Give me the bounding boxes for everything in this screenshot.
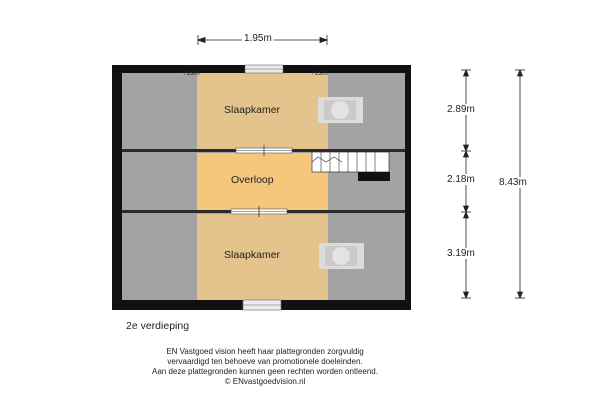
height-mark-right: +1500 [311,71,328,77]
dimension-bottom-room-depth: 3.19m [447,248,475,259]
disclaimer-line: vervaardigd ten behoeve van promotionele doeleinden. [167,357,363,366]
skylight-top [318,97,363,123]
window-bottom [243,300,281,310]
disclaimer-line: EN Vastgoed vision heeft haar plattegronden zorgvuldig [166,347,364,356]
dimension-top-room-depth: 2.89m [447,104,475,115]
floor-label: 2e verdieping [126,320,190,332]
dimension-total-depth: 8.43m [499,177,527,188]
window-top [245,65,283,73]
dimension-landing-depth: 2.18m [447,174,475,185]
disclaimer-line: © ENvastgoedvision.nl [224,377,306,386]
height-mark-left: +1500 [183,71,200,77]
disclaimer-line: Aan deze plattegronden kunnen geen rechten worden ontleend. [152,367,378,376]
dimension-width: 1.95m [244,33,272,44]
room-label-landing: Overloop [231,174,274,186]
room-label-bottom-bedroom: Slaapkamer [224,249,281,261]
room-label-top-bedroom: Slaapkamer [224,104,281,116]
disclaimer [95,347,435,387]
skylight-bottom [319,243,364,269]
